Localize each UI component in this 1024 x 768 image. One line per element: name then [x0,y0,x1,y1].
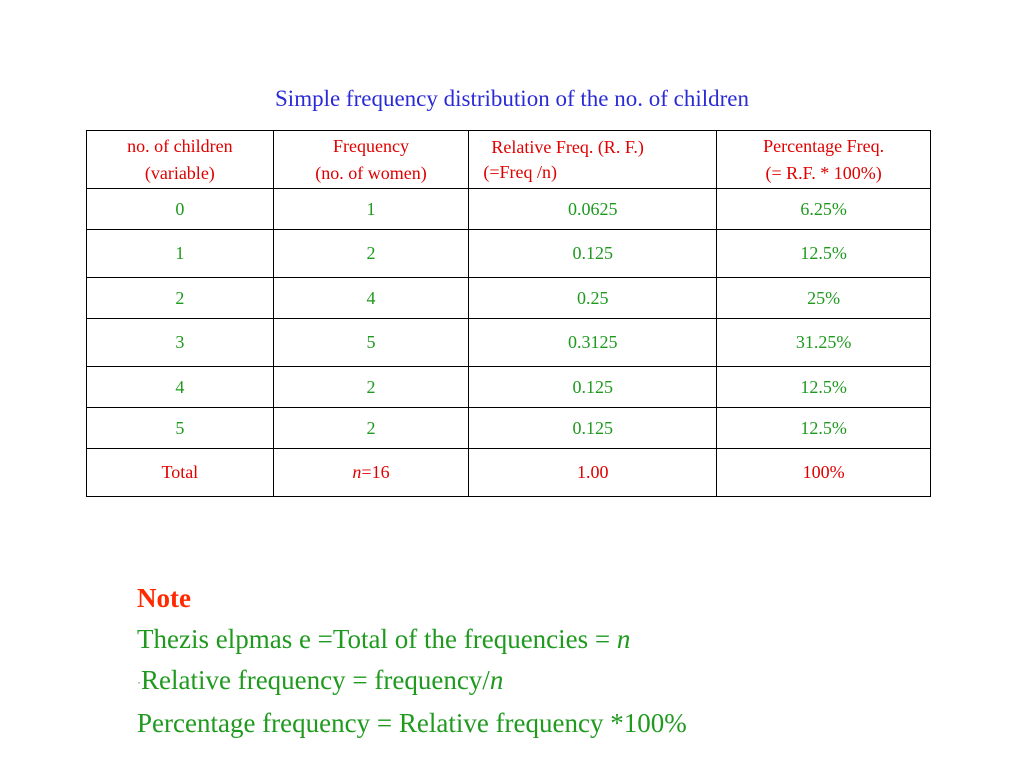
header-frequency-line2: (no. of women) [315,162,427,183]
total-n-value: =16 [361,462,390,482]
table-row [87,189,931,230]
cell-children: 5 [87,408,274,449]
frequency-table [86,130,931,497]
table-row [87,319,931,367]
table-row [87,367,931,408]
note-line-2-text: Relative frequency = frequency/ [141,665,490,695]
header-relative-block [469,135,716,185]
cell-percentage: 12.5% [717,230,931,278]
cell-children: 1 [87,230,274,278]
note-block [137,578,687,744]
total-percentage: 100% [717,449,931,497]
cell-relative: 0.125 [469,408,717,449]
header-relative-line2: (=Freq /n) [483,161,557,182]
cell-children: 3 [87,319,274,367]
cell-frequency: 2 [273,230,469,278]
header-children-line2: (variable) [144,162,215,183]
table-title: Simple frequency distribution of the no. of children [275,86,749,111]
cell-relative: 0.3125 [469,319,717,367]
cell-children: 4 [87,367,274,408]
header-children-line1: no. of children [127,135,233,156]
table-row [87,278,931,319]
cell-relative: 0.125 [469,367,717,408]
total-row [87,449,931,497]
total-relative: 1.00 [469,449,717,497]
cell-children: 0 [87,189,274,230]
total-label: Total [87,449,274,497]
note-line-1-text: Thezis elpmas e =Total of the frequencies = [137,624,617,654]
table-row [87,408,931,449]
header-relative-line1: Relative Freq. (R. F.) [491,136,644,157]
cell-frequency: 1 [273,189,469,230]
cell-children: 2 [87,278,274,319]
note-line-2 [137,660,687,703]
header-percentage [717,131,931,189]
total-n-var: n [352,462,362,482]
note-line-2-var: n [489,665,504,695]
header-frequency-line1: Frequency [333,135,409,156]
header-row [87,131,931,189]
cell-frequency: 2 [273,408,469,449]
cell-percentage: 25% [717,278,931,319]
cell-percentage: 31.25% [717,319,931,367]
header-frequency [273,131,469,189]
header-percentage-line2: (= R.F. * 100%) [765,162,882,183]
cell-percentage: 6.25% [717,189,931,230]
cell-percentage: 12.5% [717,367,931,408]
header-percentage-line1: Percentage Freq. [763,135,885,156]
bullet-icon: · [137,675,141,690]
table-row [87,230,931,278]
header-relative [469,131,717,189]
note-heading: Note [137,583,191,613]
cell-relative: 0.125 [469,230,717,278]
cell-relative: 0.0625 [469,189,717,230]
note-line-1 [137,619,687,660]
note-line-1-var: n [616,624,631,654]
header-children [87,131,274,189]
cell-relative: 0.25 [469,278,717,319]
cell-frequency: 4 [273,278,469,319]
note-line-3: Percentage frequency = Relative frequency *100% [137,708,687,739]
cell-percentage: 12.5% [717,408,931,449]
total-n [273,449,469,497]
cell-frequency: 2 [273,367,469,408]
cell-frequency: 5 [273,319,469,367]
